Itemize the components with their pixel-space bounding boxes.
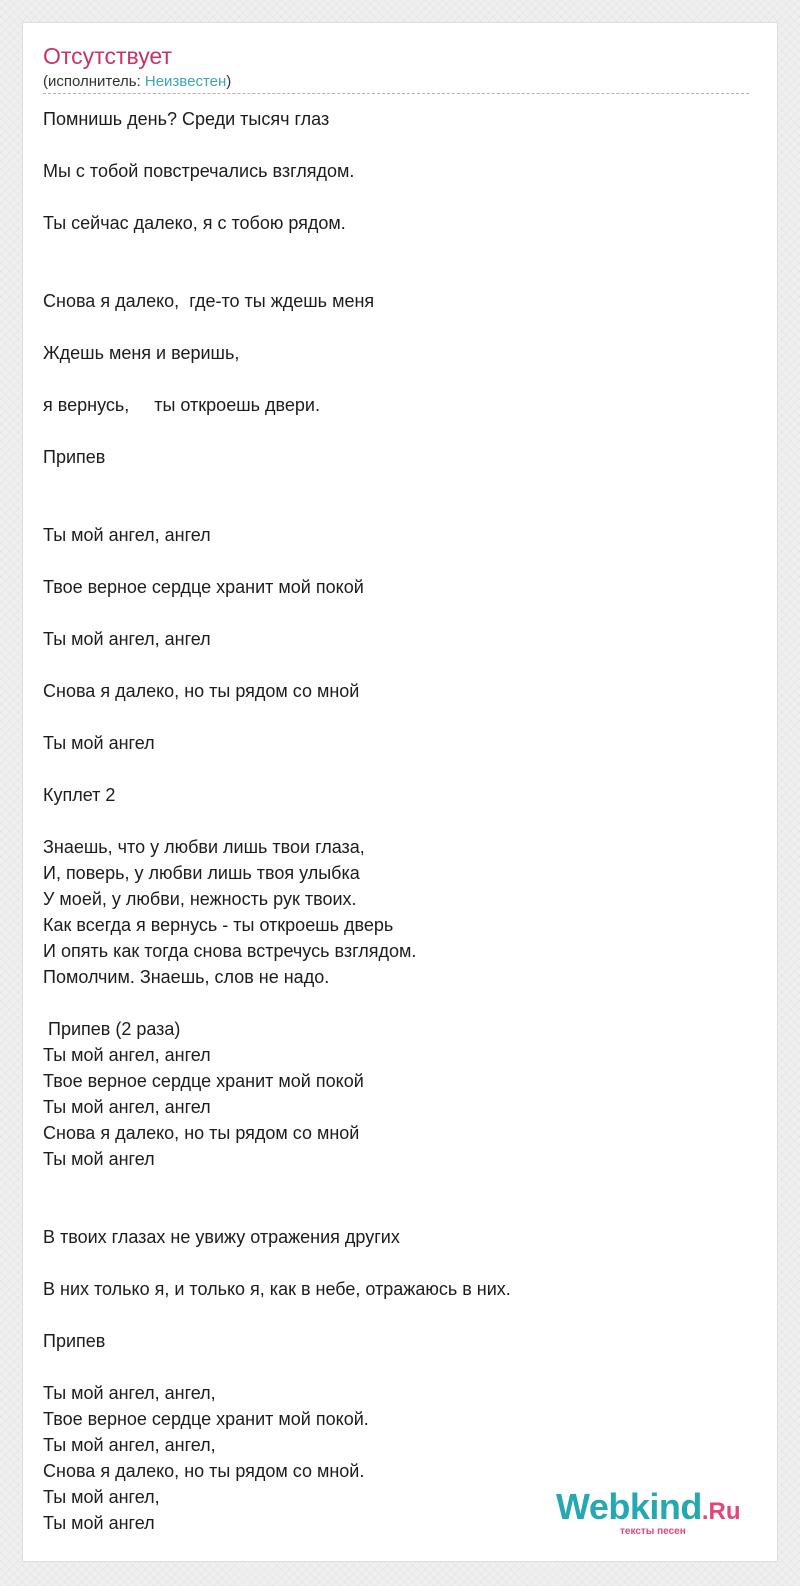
lyric-blank-line	[43, 990, 743, 1016]
lyric-line: Ты мой ангел, ангел	[43, 1097, 211, 1117]
lyric-line: И, поверь, у любви лишь твоя улыбка	[43, 863, 360, 883]
site-logo[interactable]	[556, 1486, 741, 1537]
lyric-line: Ты мой ангел, ангел,	[43, 1383, 216, 1403]
lyric-line: Ты мой ангел, ангел	[43, 629, 211, 649]
logo-tld: .Ru	[701, 1498, 741, 1525]
lyric-blank-line	[43, 262, 743, 288]
lyric-blank-line	[43, 184, 743, 210]
lyric-blank-line	[43, 548, 743, 574]
artist-link[interactable]: Неизвестен	[144, 73, 227, 90]
artist-prefix: (исполнитель:	[43, 73, 145, 90]
lyric-blank-line	[43, 366, 743, 392]
lyric-blank-line	[43, 600, 743, 626]
lyric-line: Помнишь день? Среди тысяч глаз	[43, 109, 330, 129]
lyric-line: Куплет 2	[43, 785, 116, 805]
lyric-blank-line	[43, 1250, 743, 1276]
lyric-blank-line	[43, 418, 743, 444]
lyric-blank-line	[43, 1302, 743, 1328]
lyric-blank-line	[43, 496, 743, 522]
lyric-line: Снова я далеко, но ты рядом со мной	[43, 681, 360, 701]
lyric-line: Ждешь меня и веришь,	[43, 343, 240, 363]
lyric-blank-line	[43, 236, 743, 262]
lyric-line: Ты мой ангел, ангел	[43, 525, 211, 545]
logo-name: Webkind	[556, 1486, 702, 1527]
lyric-line: Ты сейчас далеко, я с тобою рядом.	[43, 213, 346, 233]
logo-tagline: тексты песен	[620, 1526, 686, 1537]
lyric-line: Мы с тобой повстречались взглядом.	[43, 161, 355, 181]
lyric-line: Ты мой ангел	[43, 1513, 155, 1533]
lyric-line: Твое верное сердце хранит мой покой.	[43, 1409, 369, 1429]
header-divider	[43, 93, 749, 94]
lyric-line: Припев	[43, 447, 106, 467]
lyric-line: Знаешь, что у любви лишь твои глаза,	[43, 837, 365, 857]
lyric-blank-line	[43, 314, 743, 340]
lyric-line: И опять как тогда снова встречусь взглядом.	[43, 941, 417, 961]
lyric-line: Припев (2 раза)	[43, 1019, 181, 1039]
lyric-blank-line	[43, 1172, 743, 1198]
lyric-line: Припев	[43, 1331, 106, 1351]
lyric-line: Ты мой ангел, ангел	[43, 1045, 211, 1065]
lyric-line: Ты мой ангел,	[43, 1487, 160, 1507]
lyric-line: Ты мой ангел	[43, 1149, 155, 1169]
artist-line	[43, 73, 231, 90]
lyrics-text	[43, 106, 743, 1536]
lyric-line: Как всегда я вернусь - ты откроешь дверь	[43, 915, 394, 935]
lyric-line: Снова я далеко, но ты рядом со мной	[43, 1123, 360, 1143]
lyric-blank-line	[43, 1354, 743, 1380]
lyric-line: я вернусь, ты откроешь двери.	[43, 395, 320, 415]
lyric-line: Помолчим. Знаешь, слов не надо.	[43, 967, 330, 987]
lyric-line: Снова я далеко, где-то ты ждешь меня	[43, 291, 375, 311]
lyric-line: Твое верное сердце хранит мой покой	[43, 577, 364, 597]
lyric-blank-line	[43, 704, 743, 730]
lyric-blank-line	[43, 470, 743, 496]
lyrics-card	[22, 22, 778, 1562]
lyric-line: В них только я, и только я, как в небе, отражаюсь в них.	[43, 1279, 511, 1299]
lyric-blank-line	[43, 132, 743, 158]
artist-suffix: )	[226, 73, 232, 90]
lyric-line: Ты мой ангел, ангел,	[43, 1435, 216, 1455]
lyric-line: Твое верное сердце хранит мой покой	[43, 1071, 364, 1091]
song-title: Отсутствует	[43, 43, 172, 69]
lyric-line: У моей, у любви, нежность рук твоих.	[43, 889, 357, 909]
lyric-line: Ты мой ангел	[43, 733, 155, 753]
lyric-blank-line	[43, 1198, 743, 1224]
lyric-blank-line	[43, 808, 743, 834]
lyric-line: Снова я далеко, но ты рядом со мной.	[43, 1461, 365, 1481]
lyric-line: В твоих глазах не увижу отражения других	[43, 1227, 400, 1247]
lyric-blank-line	[43, 756, 743, 782]
lyric-blank-line	[43, 652, 743, 678]
